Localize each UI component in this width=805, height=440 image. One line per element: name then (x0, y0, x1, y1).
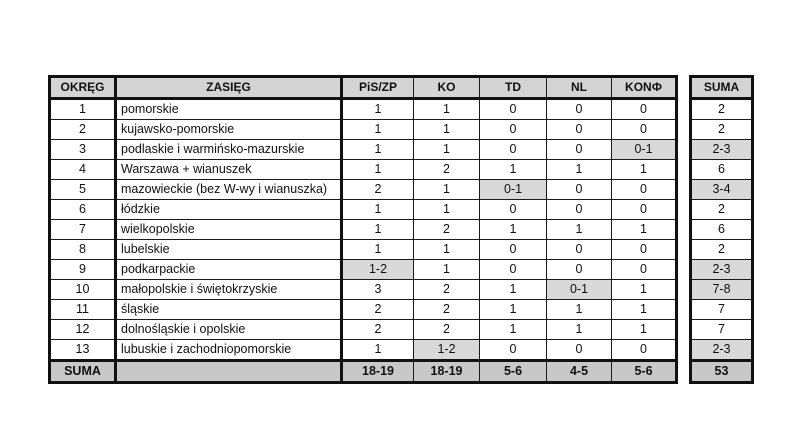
suma-cell: 2-3 (691, 260, 753, 280)
suma-cell: 2 (691, 240, 753, 260)
total-ko-cell: 18-19 (414, 361, 480, 383)
pis-cell: 2 (342, 300, 414, 320)
td-cell: 0 (480, 240, 547, 260)
zasieg-cell: dolnośląskie i opolskie (116, 320, 342, 340)
ko-cell: 2 (414, 320, 480, 340)
sum-row (691, 200, 753, 220)
konf-cell: 1 (612, 220, 677, 240)
pis-cell: 1 (342, 220, 414, 240)
pis-cell: 1 (342, 200, 414, 220)
konf-cell: 0 (612, 340, 677, 361)
ko-cell: 1 (414, 200, 480, 220)
td-cell: 1 (480, 300, 547, 320)
suma-cell: 2 (691, 99, 753, 120)
nl-cell: 0 (547, 260, 612, 280)
okreg-cell: 5 (50, 180, 116, 200)
pis-cell: 1-2 (342, 260, 414, 280)
suma-cell: 2-3 (691, 140, 753, 160)
td-cell: 1 (480, 280, 547, 300)
suma-cell: 7 (691, 320, 753, 340)
td-cell: 1 (480, 220, 547, 240)
suma-cell: 2 (691, 200, 753, 220)
okreg-cell: 13 (50, 340, 116, 361)
nl-cell: 1 (547, 220, 612, 240)
table-row (50, 260, 677, 280)
total-zasieg-cell (116, 361, 342, 383)
header-row (50, 77, 677, 99)
zasieg-cell: wielkopolskie (116, 220, 342, 240)
nl-cell: 0 (547, 180, 612, 200)
suma-cell: 7-8 (691, 280, 753, 300)
pis-cell: 3 (342, 280, 414, 300)
sum-header-row (691, 77, 753, 99)
total-label: SUMA (50, 361, 116, 383)
pis-cell: 1 (342, 120, 414, 140)
zasieg-cell: mazowieckie (bez W-wy i wianuszka) (116, 180, 342, 200)
td-cell: 1 (480, 160, 547, 180)
okreg-cell: 12 (50, 320, 116, 340)
pis-cell: 1 (342, 340, 414, 361)
okreg-cell: 8 (50, 240, 116, 260)
ko-cell: 1 (414, 99, 480, 120)
konf-cell: 1 (612, 320, 677, 340)
okreg-cell: 4 (50, 160, 116, 180)
td-cell: 0-1 (480, 180, 547, 200)
table-row (50, 200, 677, 220)
konf-cell: 0 (612, 180, 677, 200)
okreg-cell: 11 (50, 300, 116, 320)
zasieg-cell: lubelskie (116, 240, 342, 260)
table-row (50, 120, 677, 140)
pis-cell: 1 (342, 99, 414, 120)
table-row (50, 180, 677, 200)
header-ko: KO (414, 77, 480, 99)
konf-cell: 0 (612, 260, 677, 280)
td-cell: 1 (480, 320, 547, 340)
ko-cell: 2 (414, 160, 480, 180)
td-cell: 0 (480, 120, 547, 140)
nl-cell: 1 (547, 300, 612, 320)
pis-cell: 1 (342, 160, 414, 180)
ko-cell: 2 (414, 300, 480, 320)
okreg-cell: 10 (50, 280, 116, 300)
header-pis: PiS/ZP (342, 77, 414, 99)
sum-row (691, 180, 753, 200)
total-sum-row (691, 361, 753, 383)
table-row (50, 240, 677, 260)
zasieg-cell: małopolskie i świętokrzyskie (116, 280, 342, 300)
konf-cell: 0 (612, 120, 677, 140)
header-konf: KONФ (612, 77, 677, 99)
sum-row (691, 260, 753, 280)
sum-table (689, 75, 754, 384)
konf-cell: 0 (612, 99, 677, 120)
suma-cell: 6 (691, 220, 753, 240)
zasieg-cell: śląskie (116, 300, 342, 320)
td-cell: 0 (480, 200, 547, 220)
header-td: TD (480, 77, 547, 99)
header-okreg: OKRĘG (50, 77, 116, 99)
pis-cell: 1 (342, 140, 414, 160)
nl-cell: 0 (547, 340, 612, 361)
sum-row (691, 240, 753, 260)
okreg-cell: 7 (50, 220, 116, 240)
total-pis-cell: 18-19 (342, 361, 414, 383)
konf-cell: 0 (612, 240, 677, 260)
nl-cell: 1 (547, 160, 612, 180)
suma-cell: 3-4 (691, 180, 753, 200)
td-cell: 0 (480, 99, 547, 120)
suma-cell: 2 (691, 120, 753, 140)
okreg-cell: 1 (50, 99, 116, 120)
nl-cell: 0 (547, 120, 612, 140)
nl-cell: 0-1 (547, 280, 612, 300)
nl-cell: 0 (547, 240, 612, 260)
nl-cell: 0 (547, 99, 612, 120)
header-nl: NL (547, 77, 612, 99)
table-row (50, 340, 677, 361)
total-nl-cell: 4-5 (547, 361, 612, 383)
sum-row (691, 320, 753, 340)
pis-cell: 2 (342, 320, 414, 340)
konf-cell: 0-1 (612, 140, 677, 160)
td-cell: 0 (480, 140, 547, 160)
suma-cell: 6 (691, 160, 753, 180)
zasieg-cell: łódzkie (116, 200, 342, 220)
zasieg-cell: pomorskie (116, 99, 342, 120)
pis-cell: 1 (342, 240, 414, 260)
konf-cell: 0 (612, 200, 677, 220)
sum-row (691, 99, 753, 120)
sum-row (691, 280, 753, 300)
ko-cell: 1 (414, 140, 480, 160)
ko-cell: 1 (414, 240, 480, 260)
table-row (50, 300, 677, 320)
total-suma-cell: 53 (691, 361, 753, 383)
ko-cell: 1-2 (414, 340, 480, 361)
suma-cell: 7 (691, 300, 753, 320)
nl-cell: 0 (547, 200, 612, 220)
ko-cell: 1 (414, 120, 480, 140)
total-row (50, 361, 677, 383)
ko-cell: 1 (414, 180, 480, 200)
header-zasieg: ZASIĘG (116, 77, 342, 99)
sum-row (691, 160, 753, 180)
okreg-cell: 6 (50, 200, 116, 220)
table-row (50, 280, 677, 300)
header-suma: SUMA (691, 77, 753, 99)
ko-cell: 2 (414, 220, 480, 240)
table-row (50, 320, 677, 340)
seats-table (48, 75, 678, 384)
konf-cell: 1 (612, 280, 677, 300)
nl-cell: 1 (547, 320, 612, 340)
table-row (50, 160, 677, 180)
sum-row (691, 220, 753, 240)
zasieg-cell: podkarpackie (116, 260, 342, 280)
td-cell: 0 (480, 340, 547, 361)
table-row (50, 99, 677, 120)
konf-cell: 1 (612, 300, 677, 320)
nl-cell: 0 (547, 140, 612, 160)
table-row (50, 220, 677, 240)
zasieg-cell: lubuskie i zachodniopomorskie (116, 340, 342, 361)
total-td-cell: 5-6 (480, 361, 547, 383)
zasieg-cell: Warszawa + wianuszek (116, 160, 342, 180)
sum-row (691, 300, 753, 320)
table-row (50, 140, 677, 160)
ko-cell: 2 (414, 280, 480, 300)
pis-cell: 2 (342, 180, 414, 200)
okreg-cell: 9 (50, 260, 116, 280)
total-konf-cell: 5-6 (612, 361, 677, 383)
okreg-cell: 3 (50, 140, 116, 160)
zasieg-cell: kujawsko-pomorskie (116, 120, 342, 140)
suma-cell: 2-3 (691, 340, 753, 361)
sum-row (691, 120, 753, 140)
zasieg-cell: podlaskie i warmińsko-mazurskie (116, 140, 342, 160)
td-cell: 0 (480, 260, 547, 280)
sum-row (691, 340, 753, 361)
ko-cell: 1 (414, 260, 480, 280)
okreg-cell: 2 (50, 120, 116, 140)
sum-row (691, 140, 753, 160)
konf-cell: 1 (612, 160, 677, 180)
